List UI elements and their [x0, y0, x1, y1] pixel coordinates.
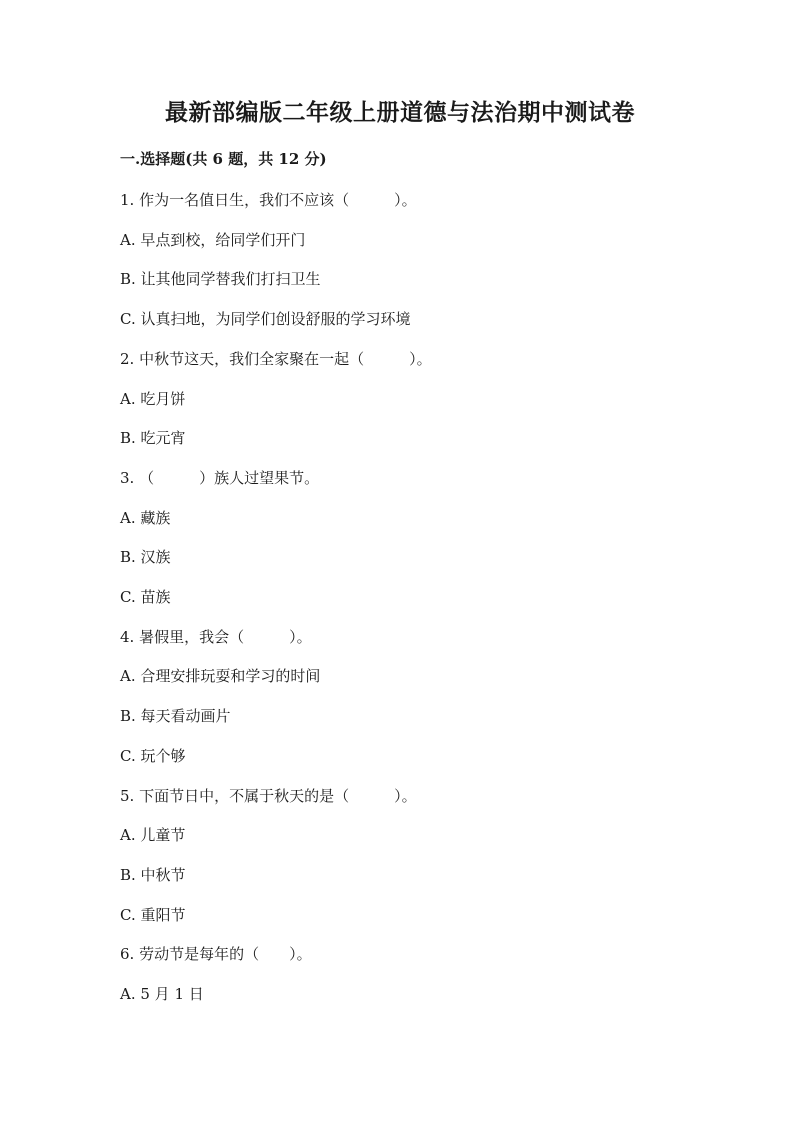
question-5-stem: 5. 下面节日中，不属于秋天的是（ ）。	[120, 787, 417, 805]
question-6-stem: 6. 劳动节是每年的（ ）。	[120, 945, 312, 963]
question-6-option-a: A. 5 月 1 日	[120, 985, 204, 1003]
question-1-option-c: C. 认真扫地，为同学们创设舒服的学习环境	[120, 310, 411, 328]
question-3-stem: 3. （ ）族人过望果节。	[120, 469, 320, 487]
question-4-option-c: C. 玩个够	[120, 747, 186, 765]
question-1-stem: 1. 作为一名值日生，我们不应该（ ）。	[120, 191, 417, 209]
question-2-stem: 2. 中秋节这天，我们全家聚在一起（ ）。	[120, 350, 432, 368]
question-4-stem: 4. 暑假里，我会（ ）。	[120, 628, 312, 646]
question-5-option-c: C. 重阳节	[120, 906, 186, 924]
question-4-option-a: A. 合理安排玩耍和学习的时间	[120, 667, 321, 685]
question-4-option-b: B. 每天看动画片	[120, 707, 231, 725]
question-5-option-a: A. 儿童节	[120, 826, 186, 844]
page-title: 最新部编版二年级上册道德与法治期中测试卷	[165, 99, 635, 126]
question-1-option-a: A. 早点到校，给同学们开门	[120, 231, 306, 249]
question-3-option-b: B. 汉族	[120, 548, 171, 566]
question-3-option-a: A. 藏族	[120, 509, 171, 527]
question-5-option-b: B. 中秋节	[120, 866, 186, 884]
question-3-option-c: C. 苗族	[120, 588, 171, 606]
question-2-option-a: A. 吃月饼	[120, 390, 186, 408]
question-1-option-b: B. 让其他同学替我们打扫卫生	[120, 270, 321, 288]
section-heading: 一.选择题(共 6 题，共 12 分)	[120, 150, 327, 168]
question-2-option-b: B. 吃元宵	[120, 429, 186, 447]
